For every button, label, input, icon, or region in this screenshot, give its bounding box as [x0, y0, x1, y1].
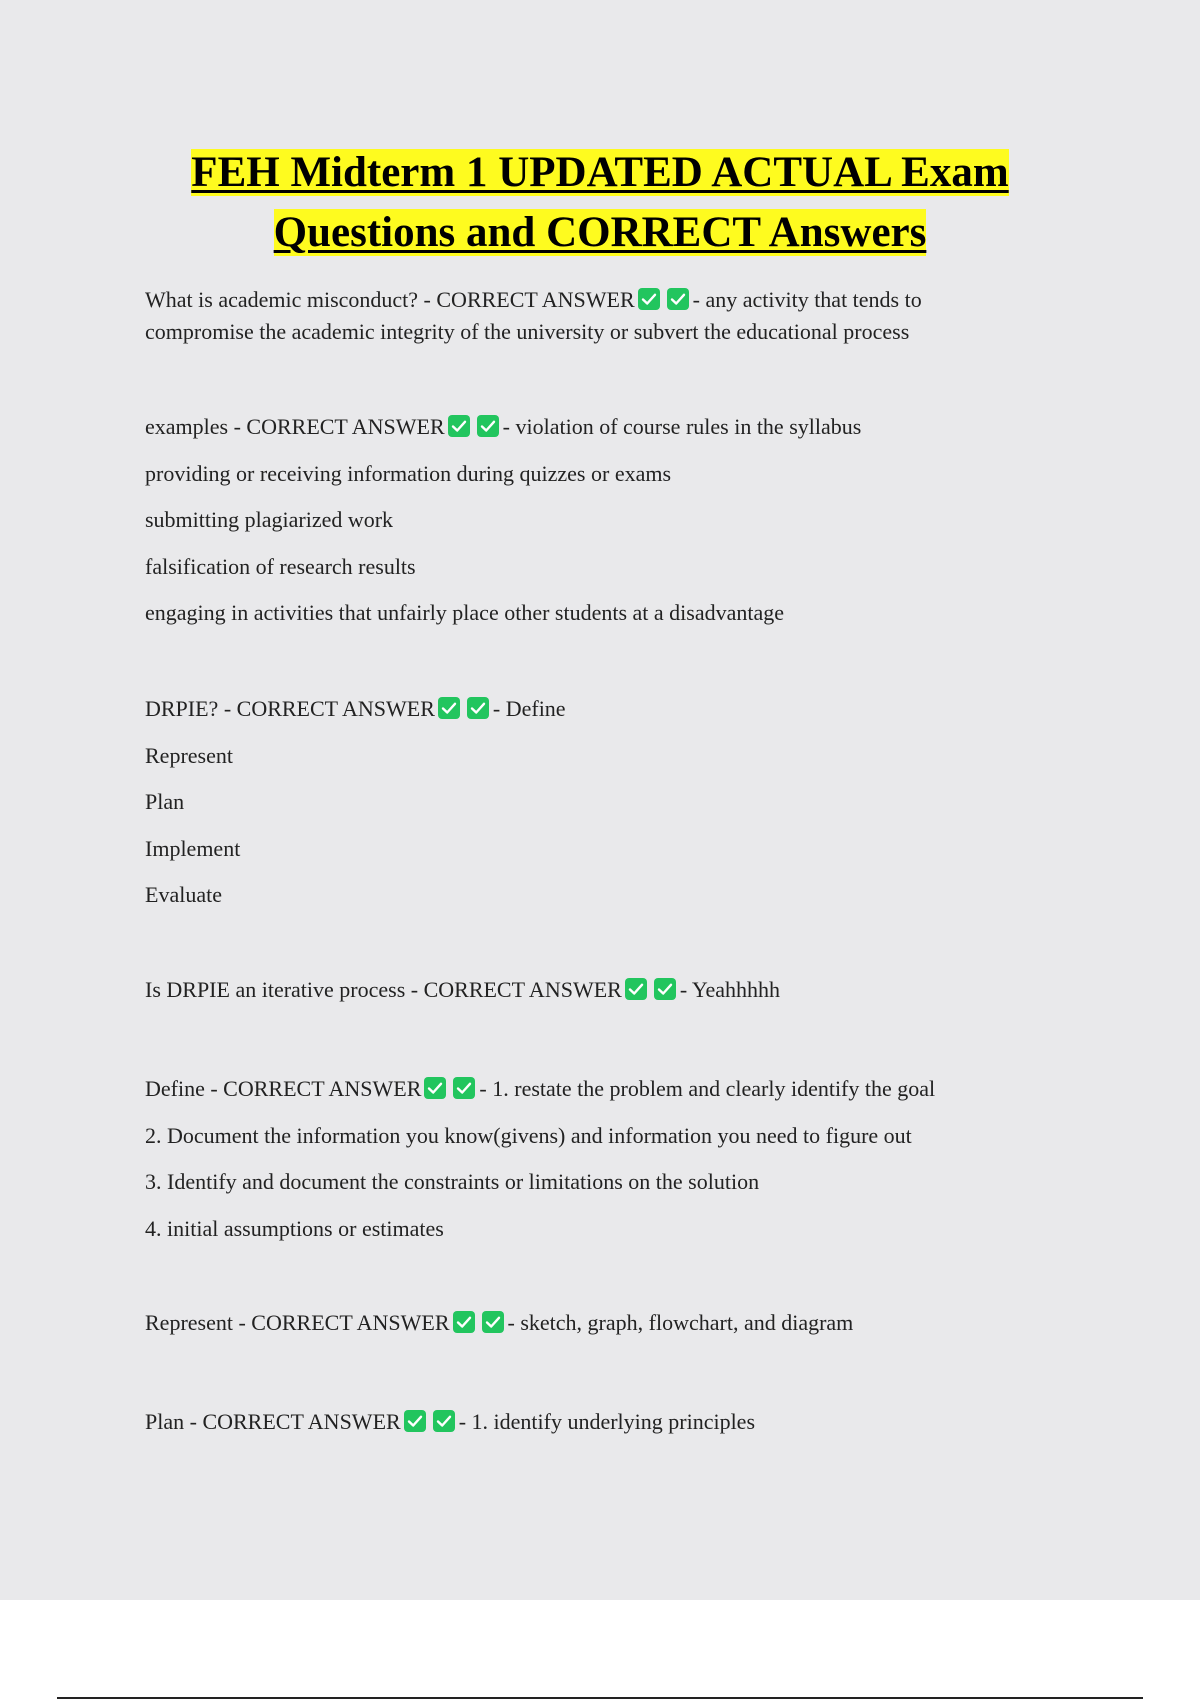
qa-item-define — [145, 1072, 1065, 1105]
checkmark-icon — [654, 978, 676, 1000]
checkmark-icon — [625, 978, 647, 1000]
checkmark-icon — [453, 1311, 475, 1333]
question-text: DRPIE? - CORRECT ANSWER — [145, 696, 435, 721]
answer-line: Plan — [145, 789, 185, 814]
answer-text: - violation of course rules in the syllabus — [502, 414, 862, 439]
checkmark-icon — [638, 288, 660, 310]
answer-line: Implement — [145, 836, 241, 861]
qa-item-represent — [145, 1306, 1065, 1339]
answer-line: 3. Identify and document the constraints or limitations on the solution — [145, 1169, 760, 1194]
checkmark-icon — [667, 288, 689, 310]
document-title — [0, 143, 1200, 263]
answer-line: submitting plagiarized work — [145, 507, 394, 532]
qa-item-examples — [145, 410, 1065, 443]
qa-item-drpie — [145, 692, 1065, 725]
question-text: Define - CORRECT ANSWER — [145, 1076, 422, 1101]
answer-line: Represent — [145, 743, 233, 768]
answer-text: - any activity that tends to — [692, 287, 922, 312]
page-divider — [57, 1697, 1143, 1699]
title-line-1: FEH Midterm 1 UPDATED ACTUAL Exam — [191, 149, 1009, 196]
qa-item-plan — [145, 1405, 1065, 1438]
answer-text: - sketch, graph, flowchart, and diagram — [507, 1310, 854, 1335]
checkmark-icon — [477, 415, 499, 437]
answer-text: - Define — [492, 696, 566, 721]
answer-line: Evaluate — [145, 882, 222, 907]
answer-text: - Yeahhhhh — [679, 977, 781, 1002]
question-text: Is DRPIE an iterative process - CORRECT ANSWER — [145, 977, 622, 1002]
question-text: Represent - CORRECT ANSWER — [145, 1310, 450, 1335]
answer-text: - 1. restate the problem and clearly identify the goal — [479, 1076, 936, 1101]
answer-line: falsification of research results — [145, 554, 416, 579]
answer-line: 4. initial assumptions or estimates — [145, 1216, 444, 1241]
title-line-2: Questions and CORRECT Answers — [273, 209, 927, 256]
checkmark-icon — [404, 1410, 426, 1432]
checkmark-icon — [482, 1311, 504, 1333]
question-text: Plan - CORRECT ANSWER — [145, 1409, 401, 1434]
answer-text: - 1. identify underlying principles — [458, 1409, 756, 1434]
qa-item-iterative — [145, 973, 1065, 1006]
checkmark-icon — [438, 697, 460, 719]
qa-item-academic-misconduct — [145, 283, 1065, 316]
answer-line: engaging in activities that unfairly place other students at a disadvantage — [145, 600, 785, 625]
checkmark-icon — [433, 1410, 455, 1432]
answer-line: providing or receiving information during quizzes or exams — [145, 461, 672, 486]
checkmark-icon — [424, 1077, 446, 1099]
checkmark-icon — [453, 1077, 475, 1099]
question-text: What is academic misconduct? - CORRECT ANSWER — [145, 287, 635, 312]
checkmark-icon — [448, 415, 470, 437]
question-text: examples - CORRECT ANSWER — [145, 414, 445, 439]
answer-line: 2. Document the information you know(givens) and information you need to figure out — [145, 1123, 912, 1148]
answer-continuation: compromise the academic integrity of the university or subvert the educational process — [145, 319, 910, 344]
checkmark-icon — [467, 697, 489, 719]
